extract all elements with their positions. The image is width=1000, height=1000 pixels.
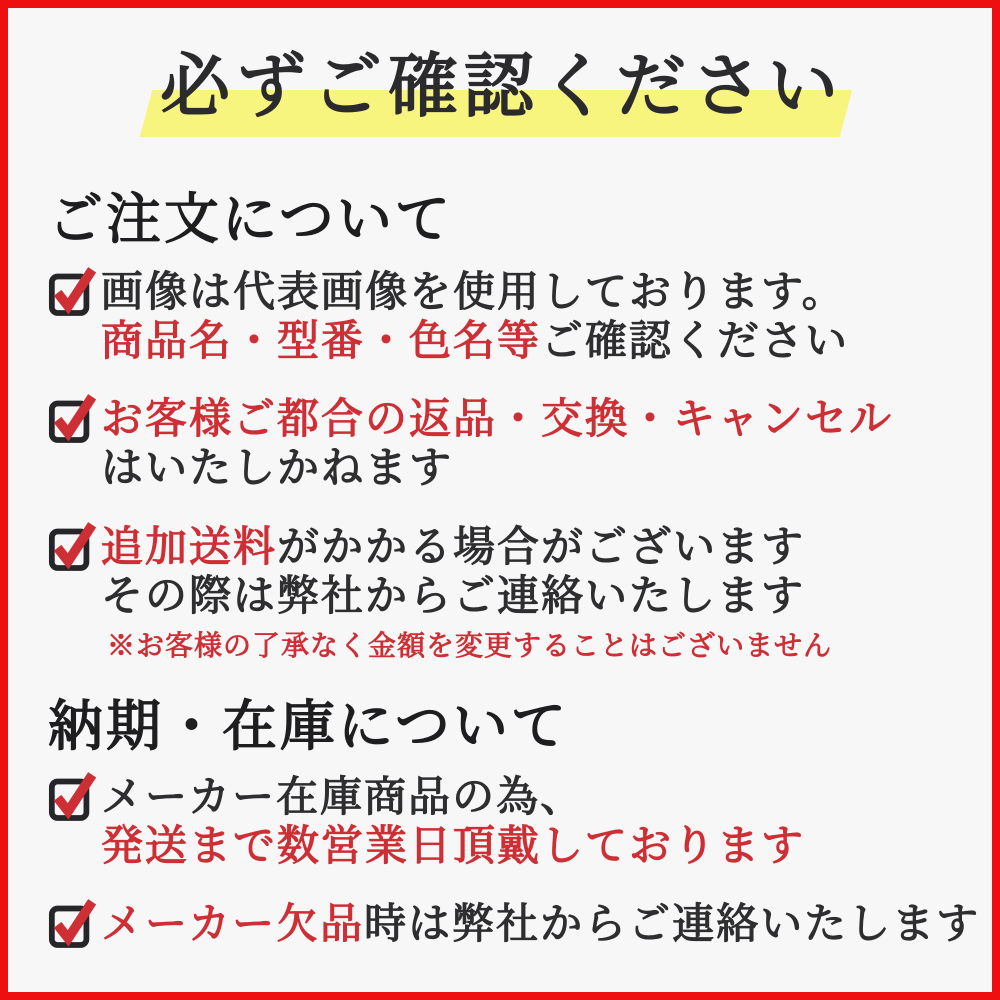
list-item-representative-image bbox=[48, 269, 956, 366]
page-title bbox=[160, 42, 844, 133]
item-text bbox=[101, 396, 893, 493]
item-line bbox=[101, 269, 849, 318]
section-heading-stock: 納期・在庫について bbox=[48, 695, 569, 757]
item-line-text: メーカー在庫商品の為、 bbox=[101, 774, 585, 821]
checked-checkbox-icon bbox=[48, 767, 96, 821]
item-line-emphasis: 商品名・型番・色名等 bbox=[101, 318, 542, 365]
item-line-emphasis: メーカー欠品 bbox=[101, 902, 365, 949]
list-item-no-returns bbox=[48, 396, 956, 493]
list-item-maker-stock bbox=[48, 774, 956, 871]
item-text bbox=[101, 524, 832, 664]
checked-checkbox-icon bbox=[48, 894, 96, 948]
item-line bbox=[101, 901, 980, 950]
checked-checkbox-icon bbox=[48, 262, 96, 316]
item-text bbox=[101, 774, 805, 871]
item-line bbox=[101, 573, 832, 622]
item-line bbox=[101, 445, 893, 494]
item-line-emphasis: 追加送料 bbox=[101, 524, 278, 571]
item-text bbox=[101, 269, 849, 366]
order-check-list bbox=[48, 269, 956, 664]
item-text bbox=[101, 901, 980, 950]
item-note: ※お客様の了承なく金額を変更することはございません bbox=[107, 631, 833, 663]
checked-checkbox-icon bbox=[48, 517, 96, 571]
section-heading-order: ご注文について bbox=[48, 189, 453, 250]
stock-check-list bbox=[48, 774, 981, 950]
list-item-maker-out-of-stock bbox=[48, 901, 981, 950]
notice-content bbox=[8, 8, 992, 950]
item-line bbox=[101, 396, 893, 445]
list-item-extra-shipping bbox=[48, 524, 956, 664]
item-line-text: 時は弊社からご連絡いたします bbox=[364, 902, 981, 949]
checked-checkbox-icon bbox=[48, 389, 96, 443]
item-line bbox=[101, 318, 849, 367]
item-line-emphasis: 発送まで数営業日頂戴しております bbox=[101, 823, 806, 870]
item-line bbox=[101, 524, 832, 573]
item-line-emphasis: お客様ご都合の返品・交換・キャンセル bbox=[101, 397, 894, 444]
title-block bbox=[48, 8, 956, 133]
item-line bbox=[101, 774, 805, 823]
item-line-text: はいたしかねます bbox=[101, 446, 454, 493]
item-line-text: その際は弊社からご連絡いたします bbox=[101, 573, 806, 620]
item-line-text: ご確認ください bbox=[541, 318, 850, 365]
page-title-text: 必ずご確認ください bbox=[160, 49, 844, 126]
item-line-text: 画像は代表画像を使用しております。 bbox=[101, 270, 846, 316]
item-line bbox=[101, 823, 805, 872]
item-line-text: がかかる場合がございます bbox=[277, 524, 806, 571]
